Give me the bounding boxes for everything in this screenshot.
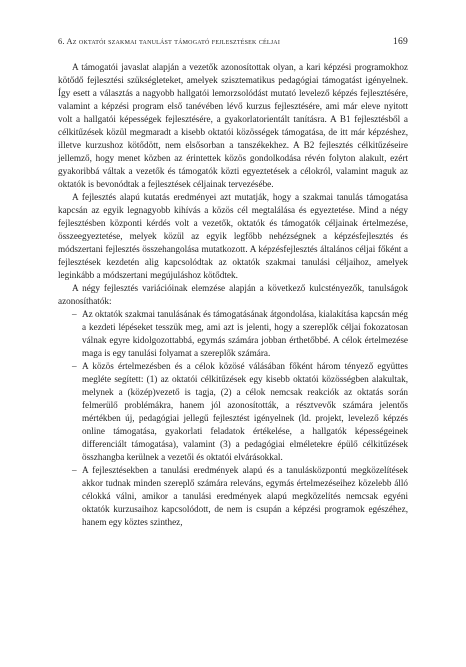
bullet-dash: – bbox=[72, 361, 77, 371]
page-number: 169 bbox=[393, 36, 408, 47]
bullet-dash: – bbox=[72, 465, 77, 475]
body-text bbox=[58, 61, 408, 529]
bullet-dash: – bbox=[72, 309, 77, 319]
paragraph: A fejlesztés alapú kutatás eredményei azt mutatják, hogy a szakmai tanulás támogatása kapcsán az egyik legnagyobb kihívás a közös cél megtalálása és egyeztetése. Mind a négy fejlesztésben központi kérdés volt a vezetők, oktatók és támogatók céljainak értelmezése, összeegyeztetése, melyek közül az egyik legfőbb nehézségnek a képzésfejlesztés és módszertani fejlesztés összehangolása mutatkozott. A képzésfejlesztés általános céljai főként a fejlesztések kezdetén alig kapcsolódtak az oktatók szakmai tanulási céljaihoz, amelyek leginkább a módszertani megújuláshoz kötődtek. bbox=[58, 192, 408, 280]
list-item bbox=[58, 360, 408, 464]
chapter-title: 6. Az oktatói szakmai tanulást támogató fejlesztések céljai bbox=[58, 37, 281, 46]
list-item-text: A fejlesztésekben a tanulási eredmények alapú és a tanulásközpontú megközelítések akkor tudnak minden szereplő számára releváns, egymás értelmezéseihez közelebb álló célokká válni, amikor a tanulási eredmények alapú megközelítés nemcsak egyéni oktatók kurzusaihoz kapcsolódott, de nem is csupán a képzési programok egészéhez, hanem egy köztes szinthez, bbox=[82, 465, 408, 527]
paragraph: A támogatói javaslat alapján a vezetők azonosítottak olyan, a kari képzési programokhoz kötődő fejlesztési szükségleteket, amelyek szisztematikus pedagógiai támogatást igényelnek. Így esett a választás a nagyobb hallgatói lemorzsolódást mutató levelező képzés fejlesztésére, valamint a képzési program első tanévében lévő kurzus fejlesztésére, ami már eleve nyitott volt a hallgatói képességek fejlesztésére, a gyakorlatorientált tanításra. A B1 fejlesztésből a célkitűzések közül megmaradt a kisebb oktatói közösségek támogatása, de itt már képzéshez, illetve kurzushoz kötődött, nem elsősorban a tanszékekhez. A B2 fejlesztés célkitűzéseire jellemző, hogy menet közben az érintettek közös gondolkodása révén folyton alakult, ezért gyakoribbá váltak a vezetők és támogatók közti egyeztetések a célokról, valamint maguk az oktatók is bevonódtak a fejlesztések céljainak tervezésébe. bbox=[58, 62, 408, 189]
list-item bbox=[58, 308, 408, 360]
list-item-text: A közös értelmezésben és a célok közösé válásában főként három tényező együttes megléte segített: (1) az oktatói célkitűzések egy kisebb oktatói közösségben alakultak, melynek a (közép)vezető is tagja, (2) a célok nemcsak reakciók az oktatás során felmerülő problémákra, hanem jól azonosították, a résztvevők számára jelentős mértékben új, pedagógiai jellegű fejlesztést igényelnek (ld. projekt, levelező képzés online támogatása, gyakorlati feladatok értékelése, a hallgatók képességeinek differenciált támogatása), valamint (3) a pedagógiai elméletekre épülő célkitűzések összhangba kerülnek a vezetői és oktatói elvárásokkal. bbox=[82, 361, 408, 462]
key-factors-list bbox=[58, 308, 408, 529]
list-item-text: Az oktatók szakmai tanulásának és támogatásának átgondolása, kialakítása kapcsán még a kezdeti lépéseket tesszük meg, ami azt is jelenti, hogy a szereplők céljai fokozatosan válnak egyre kidolgozottabbá, egymás számára jobban érthetőbbé. A célok értelmezése maga is egy tanulási folyamat a szereplők számára. bbox=[82, 309, 408, 358]
list-item bbox=[58, 464, 408, 529]
paragraph: A négy fejlesztés variációinak elemzése alapján a következő kulcstényezők, tanulságok azonosíthatók: bbox=[58, 283, 408, 306]
running-header bbox=[58, 36, 408, 47]
